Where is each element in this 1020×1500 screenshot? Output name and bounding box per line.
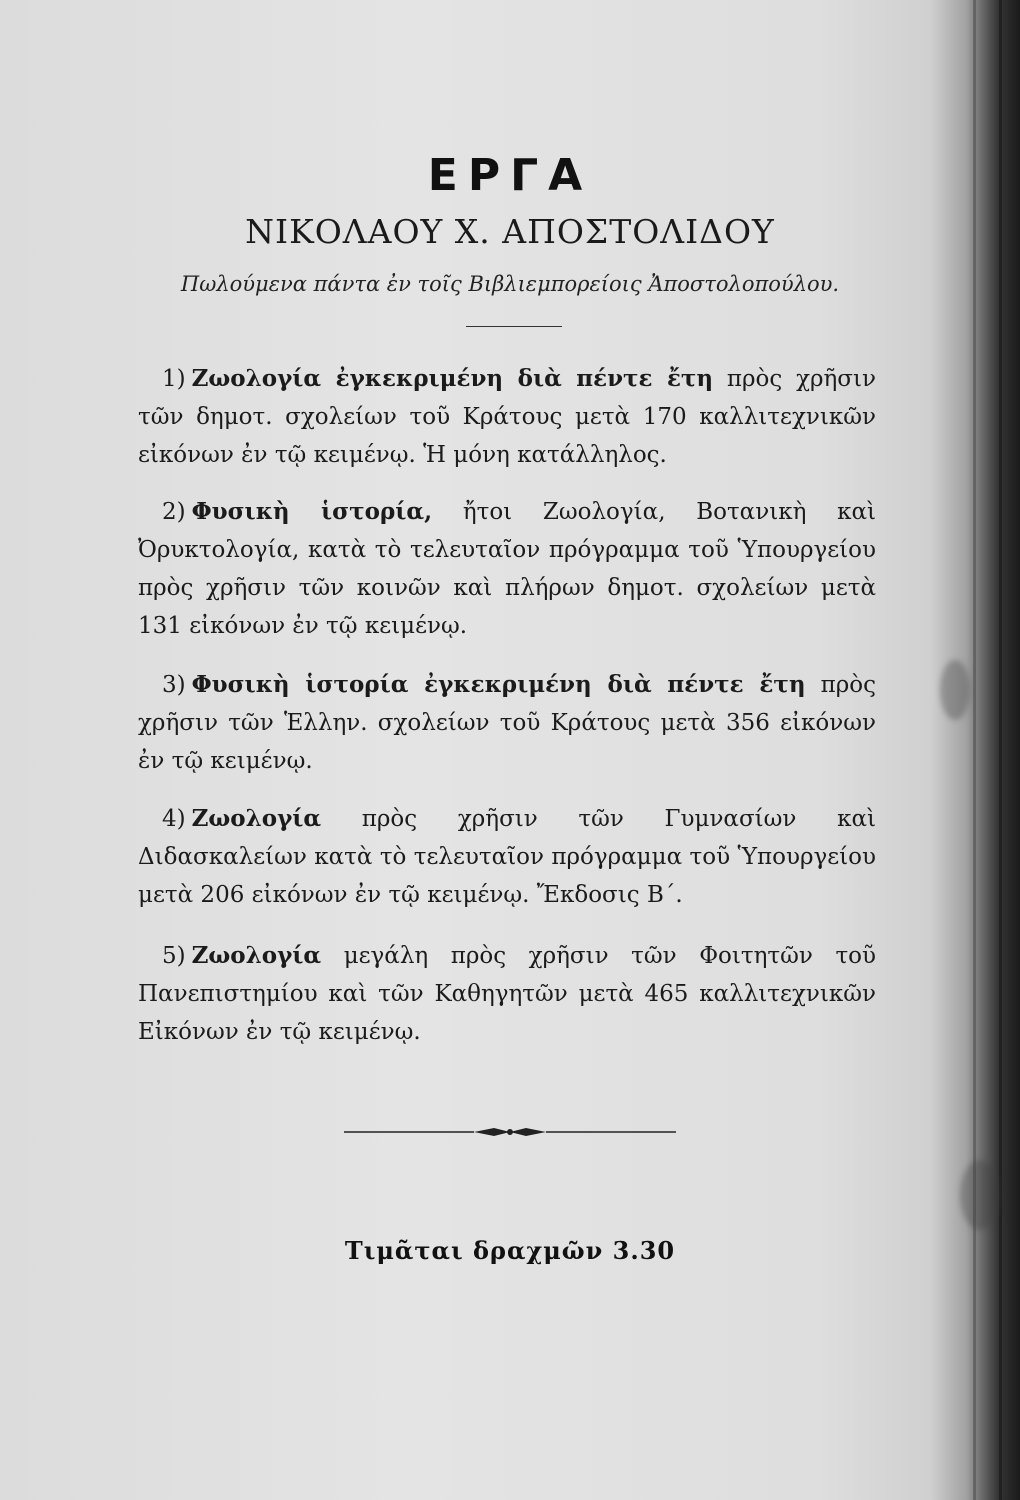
page-title: ΕΡΓΑ bbox=[427, 150, 593, 201]
price-line: Τιμᾶται δραχμῶν 3.30 bbox=[344, 1236, 676, 1265]
title-divider bbox=[466, 326, 562, 327]
work-description: πρὸς χρῆσιν τῶν Ἑλλην. σχολείων τοῦ Κράτους μετὰ 356 εἰκόνων ἐν τῷ κειμένῳ. bbox=[138, 672, 876, 774]
author-name: ΝΙΚΟΛΑΟΥ Χ. ΑΠΟΣΤΟΛΙΔΟΥ bbox=[245, 212, 775, 251]
work-subject: Ζωολογία bbox=[191, 805, 322, 832]
work-description: πρὸς χρῆσιν τῶν Γυμνασίων καὶ Διδασκαλείων κατὰ τὸ τελευταῖον πρόγραμμα τοῦ Ὑπουργείου μετὰ 206 εἰκόνων ἐν τῷ κειμένῳ. Ἔκδοσις Β΄. bbox=[138, 806, 877, 908]
paper-stain bbox=[940, 660, 970, 720]
work-description: ἤτοι Ζωολογία, Βοτανικὴ καὶ Ὀρυκτολογία, κατὰ τὸ τελευταῖον πρόγραμμα τοῦ Ὑπουργείου πρὸς χρῆσιν τῶν κοινῶν καὶ πλήρων δημοτ. σχολείων μετὰ 131 εἰκόνων ἐν τῷ κειμένῳ. bbox=[138, 499, 876, 639]
work-subject: Φυσικὴ ἱστορία, bbox=[191, 498, 433, 525]
work-number: 3) bbox=[162, 672, 186, 698]
work-item bbox=[138, 666, 876, 780]
work-item bbox=[138, 493, 876, 645]
work-number: 1) bbox=[162, 366, 186, 392]
work-subject: Ζωολογία ἐγκεκριμένη διὰ πέντε ἔτη bbox=[191, 365, 714, 392]
work-number: 5) bbox=[162, 943, 186, 969]
work-subject: Ζωολογία bbox=[191, 942, 322, 969]
work-item bbox=[138, 360, 876, 474]
work-subject: Φυσικὴ ἱστορία ἐγκεκριμένη διὰ πέντε ἔτη bbox=[191, 671, 806, 698]
work-number: 2) bbox=[162, 499, 186, 525]
paper-stain bbox=[960, 1160, 1000, 1230]
work-item bbox=[138, 800, 876, 914]
ornamental-divider bbox=[344, 1122, 676, 1142]
sold-at-note: Πωλούμενα πάντα ἐν τοῖς Βιβλιεμπορείοις Ἀποστολοπούλου. bbox=[180, 272, 840, 296]
work-item bbox=[138, 937, 876, 1051]
work-number: 4) bbox=[162, 806, 186, 832]
work-description: μεγάλη πρὸς χρῆσιν τῶν Φοιτητῶν τοῦ Πανεπιστημίου καὶ τῶν Καθηγητῶν μετὰ 465 καλλιτεχνικῶν Εἰκόνων ἐν τῷ κειμένῳ. bbox=[138, 943, 876, 1045]
work-description: πρὸς χρῆσιν τῶν δημοτ. σχολείων τοῦ Κράτους μετὰ 170 καλλιτεχνικῶν εἰκόνων ἐν τῷ κειμένῳ. Ἡ μόνη κατάλληλος. bbox=[138, 366, 877, 468]
